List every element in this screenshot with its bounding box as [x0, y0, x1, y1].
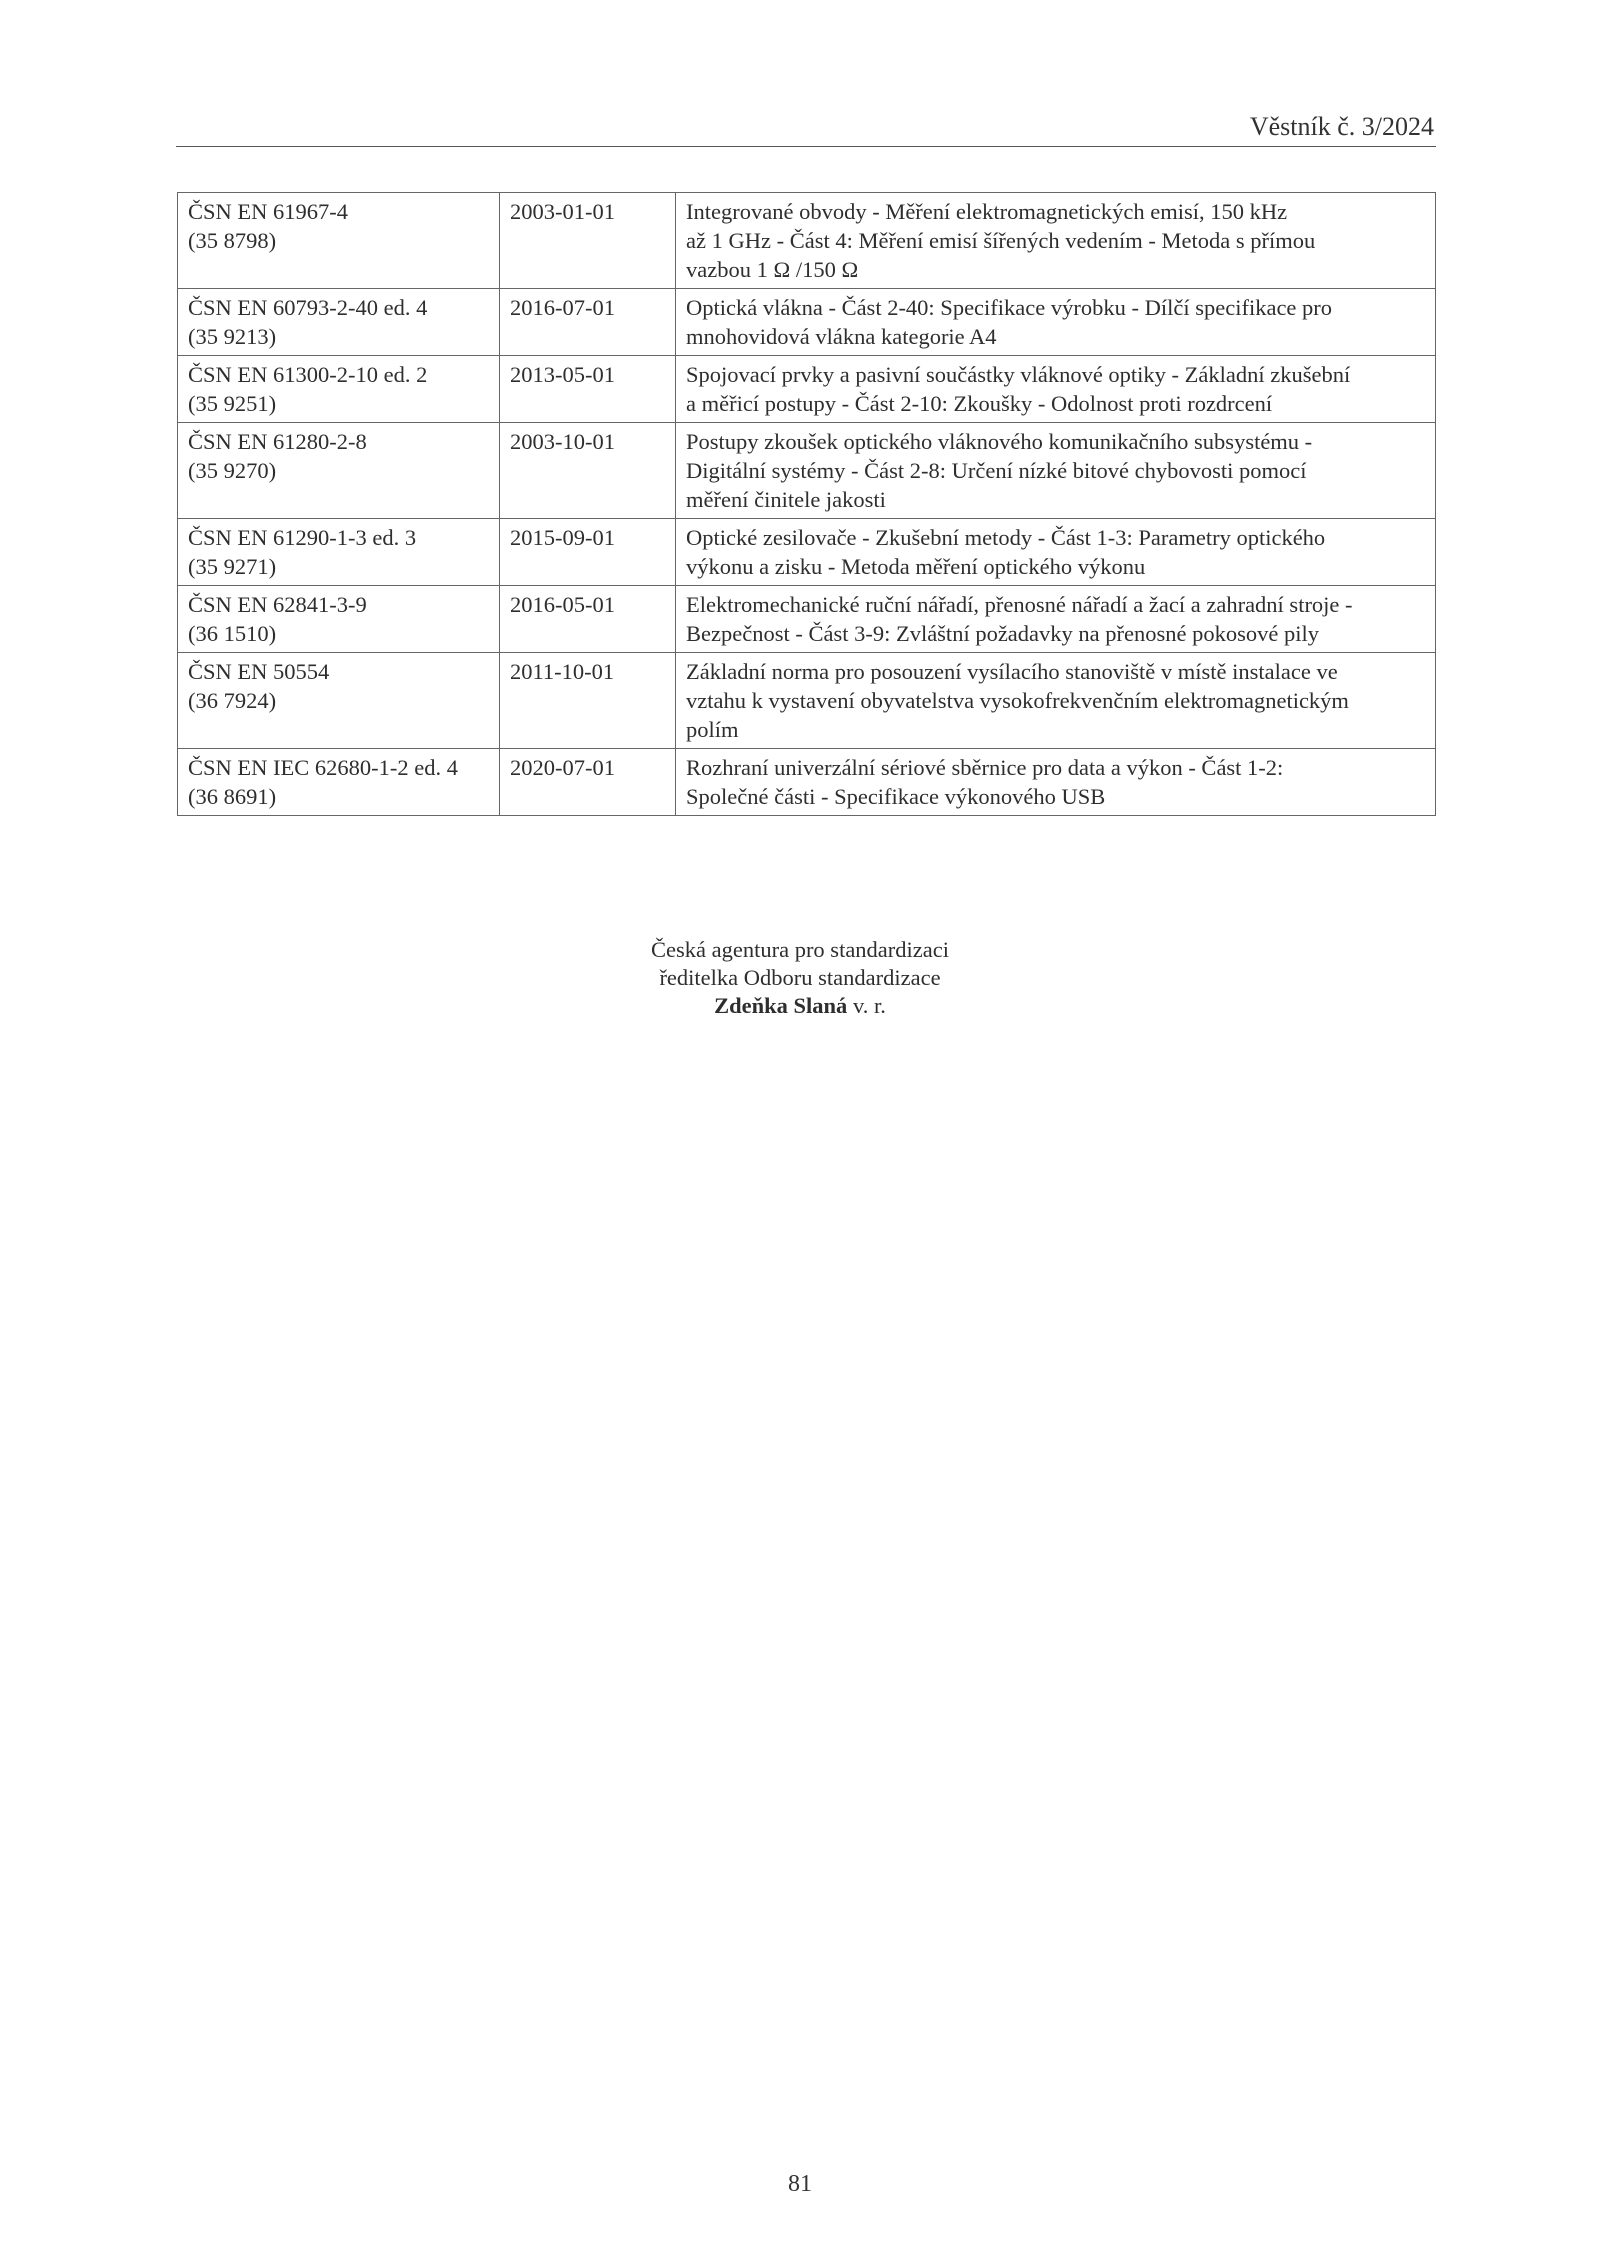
- standard-code: ČSN EN IEC 62680-1-2 ed. 4: [188, 755, 458, 780]
- effective-date: 2003-10-01: [510, 429, 615, 454]
- classification-number: (36 7924): [188, 688, 277, 713]
- table-row: [178, 519, 1436, 586]
- classification-number: (35 9251): [188, 391, 277, 416]
- title-line: Spojovací prvky a pasivní součástky vláknové optiky - Základní zkušební: [686, 362, 1351, 387]
- signature-block: [400, 936, 1200, 1020]
- effective-date: 2020-07-01: [510, 755, 615, 780]
- standard-title-cell: [676, 749, 1436, 816]
- standard-code: ČSN EN 62841-3-9: [188, 592, 367, 617]
- title-line: Bezpečnost - Část 3-9: Zvláštní požadavky na přenosné pokosové pily: [686, 621, 1319, 646]
- effective-date-cell: [500, 289, 676, 356]
- standard-title-cell: [676, 519, 1436, 586]
- standard-code: ČSN EN 60793-2-40 ed. 4: [188, 295, 428, 320]
- classification-number: (35 9213): [188, 324, 277, 349]
- effective-date: 2003-01-01: [510, 199, 615, 224]
- classification-number: (35 9271): [188, 554, 277, 579]
- table-row: [178, 653, 1436, 749]
- journal-title: Věstník č. 3/2024: [1249, 112, 1434, 141]
- table-row: [178, 586, 1436, 653]
- title-line: vztahu k vystavení obyvatelstva vysokofrekvenčním elektromagnetickým: [686, 688, 1349, 713]
- standard-code-cell: [178, 519, 500, 586]
- standard-code-cell: [178, 356, 500, 423]
- table-row: [178, 193, 1436, 289]
- effective-date: 2016-07-01: [510, 295, 615, 320]
- title-line: Základní norma pro posouzení vysílacího stanoviště v místě instalace ve: [686, 659, 1338, 684]
- effective-date-cell: [500, 356, 676, 423]
- standard-title-cell: [676, 586, 1436, 653]
- effective-date-cell: [500, 423, 676, 519]
- title-line: polím: [686, 717, 739, 742]
- standard-code: ČSN EN 50554: [188, 659, 330, 684]
- classification-number: (36 8691): [188, 784, 277, 809]
- signature-name-line: [400, 992, 1200, 1020]
- standard-title-cell: [676, 193, 1436, 289]
- table-row: [178, 356, 1436, 423]
- title-line: Optická vlákna - Část 2-40: Specifikace výrobku - Dílčí specifikace pro: [686, 295, 1333, 320]
- title-line: výkonu a zisku - Metoda měření optického výkonu: [686, 554, 1146, 579]
- effective-date: 2013-05-01: [510, 362, 615, 387]
- effective-date-cell: [500, 653, 676, 749]
- title-line: Optické zesilovače - Zkušební metody - Část 1-3: Parametry optického: [686, 525, 1326, 550]
- signature-role: ředitelka Odboru standardizace: [659, 965, 941, 990]
- effective-date-cell: [500, 193, 676, 289]
- title-line: Digitální systémy - Část 2-8: Určení nízké bitové chybovosti pomocí: [686, 458, 1307, 483]
- standard-title-cell: [676, 653, 1436, 749]
- standard-title-cell: [676, 423, 1436, 519]
- effective-date: 2015-09-01: [510, 525, 615, 550]
- standard-code: ČSN EN 61280-2-8: [188, 429, 367, 454]
- standard-code-cell: [178, 586, 500, 653]
- standard-code-cell: [178, 423, 500, 519]
- standard-title-cell: [676, 356, 1436, 423]
- standard-code: ČSN EN 61967-4: [188, 199, 349, 224]
- classification-number: (35 8798): [188, 228, 277, 253]
- title-line: měření činitele jakosti: [686, 487, 886, 512]
- signature-organization: Česká agentura pro standardizaci: [651, 937, 949, 962]
- title-line: Společné části - Specifikace výkonového USB: [686, 784, 1106, 809]
- title-line: Rozhraní univerzální sériové sběrnice pro data a výkon - Část 1-2:: [686, 755, 1284, 780]
- classification-number: (36 1510): [188, 621, 277, 646]
- title-line: Integrované obvody - Měření elektromagnetických emisí, 150 kHz: [686, 199, 1288, 224]
- table-row: [178, 423, 1436, 519]
- effective-date: 2016-05-01: [510, 592, 615, 617]
- signatory-name: Zdeňka Slaná: [714, 993, 848, 1018]
- title-line: mnohovidová vlákna kategorie A4: [686, 324, 997, 349]
- standard-code: ČSN EN 61300-2-10 ed. 2: [188, 362, 428, 387]
- page-header: [176, 112, 1436, 147]
- effective-date-cell: [500, 586, 676, 653]
- page-number: 81: [788, 2171, 812, 2197]
- standard-title-cell: [676, 289, 1436, 356]
- title-line: Postupy zkoušek optického vláknového komunikačního subsystému -: [686, 429, 1313, 454]
- effective-date-cell: [500, 749, 676, 816]
- effective-date-cell: [500, 519, 676, 586]
- standard-code-cell: [178, 193, 500, 289]
- title-line: a měřicí postupy - Část 2-10: Zkoušky - Odolnost proti rozdrcení: [686, 391, 1273, 416]
- title-line: až 1 GHz - Část 4: Měření emisí šířených vedením - Metoda s přímou: [686, 228, 1316, 253]
- standard-code-cell: [178, 289, 500, 356]
- classification-number: (35 9270): [188, 458, 277, 483]
- table-row: [178, 289, 1436, 356]
- effective-date: 2011-10-01: [510, 659, 615, 684]
- signature-suffix: v. r.: [847, 993, 886, 1018]
- standards-table: [177, 192, 1436, 816]
- table-row: [178, 749, 1436, 816]
- title-line: Elektromechanické ruční nářadí, přenosné nářadí a žací a zahradní stroje -: [686, 592, 1353, 617]
- standard-code: ČSN EN 61290-1-3 ed. 3: [188, 525, 417, 550]
- title-line: vazbou 1 Ω /150 Ω: [686, 257, 859, 282]
- standard-code-cell: [178, 653, 500, 749]
- standard-code-cell: [178, 749, 500, 816]
